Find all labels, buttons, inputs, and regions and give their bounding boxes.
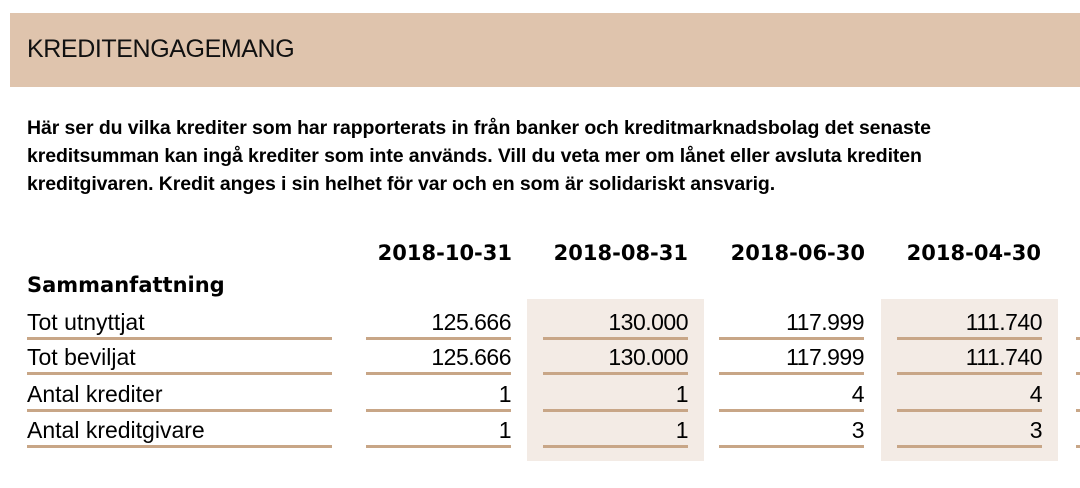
section-title: KREDITENGAGEMANG (27, 35, 295, 63)
table-cell: 130.000 (543, 342, 688, 375)
intro-line: kreditgivaren. Kredit anges i sin helhet för var och en som är solidariskt ansvarig. (27, 173, 776, 195)
table-cell: 3 (897, 415, 1042, 448)
table-cell: 3 (719, 415, 864, 448)
row-label-creditor-count: Antal kreditgivare (27, 415, 332, 448)
table-cell: 1 (366, 415, 511, 448)
row-rule-continuation (1076, 342, 1080, 375)
table-cell: 1 (543, 415, 688, 448)
table-cell: 117.999 (719, 307, 864, 340)
intro-line: kreditsumman kan ingå krediter som inte används. Vill du veta mer om lånet eller avsluta krediten (27, 145, 922, 167)
table-cell: 130.000 (543, 307, 688, 340)
table-cell: 117.999 (719, 342, 864, 375)
table-cell: 4 (719, 379, 864, 412)
column-header-date: 2018-10-31 (377, 241, 512, 265)
row-rule-continuation (1076, 307, 1080, 340)
table-cell: 125.666 (366, 342, 511, 375)
section-banner (10, 13, 1080, 87)
table-cell: 1 (366, 379, 511, 412)
intro-line: Här ser du vilka krediter som har rapporterats in från banker och kreditmarknadsbolag det senaste (27, 117, 931, 139)
table-cell: 111.740 (897, 342, 1042, 375)
row-label-credit-count: Antal krediter (27, 379, 332, 412)
table-cell: 1 (543, 379, 688, 412)
column-header-date: 2018-06-30 (730, 241, 865, 265)
table-cell: 125.666 (366, 307, 511, 340)
intro-text (27, 114, 1080, 198)
row-label-total-used: Tot utnyttjat (27, 307, 332, 340)
table-cell: 4 (897, 379, 1042, 412)
row-label-total-granted: Tot beviljat (27, 342, 332, 375)
row-rule-continuation (1076, 379, 1080, 412)
table-cell: 111.740 (897, 307, 1042, 340)
column-header-date: 2018-08-31 (553, 241, 688, 265)
column-header-date: 2018-04-30 (906, 241, 1041, 265)
row-rule-continuation (1076, 415, 1080, 448)
summary-heading: Sammanfattning (27, 273, 225, 297)
